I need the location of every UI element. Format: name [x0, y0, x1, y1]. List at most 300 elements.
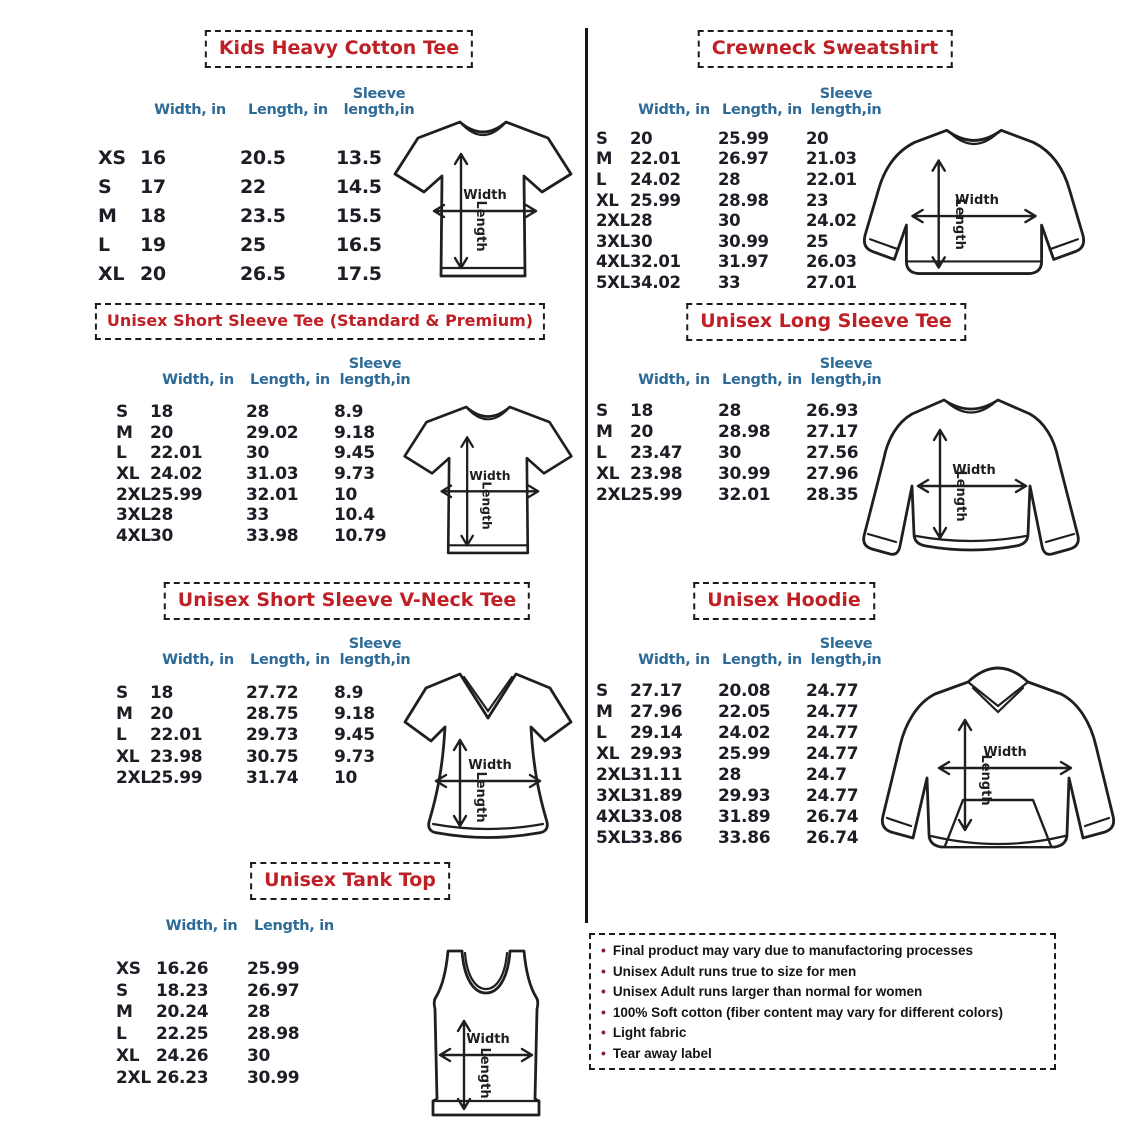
table-row [596, 743, 886, 764]
size-label: L [116, 725, 127, 746]
value-cell: 20.5 [240, 146, 286, 169]
value-cell: 28 [718, 764, 742, 785]
value-cell: 29.93 [630, 743, 683, 764]
table-row [596, 190, 886, 211]
value-cell: 28.98 [247, 1024, 300, 1045]
size-label: M [596, 421, 613, 442]
value-cell: 30.75 [246, 746, 299, 767]
width-label: Width [952, 463, 996, 478]
table-row [116, 725, 416, 746]
value-cell: 22.01 [630, 149, 681, 169]
table-row [596, 169, 886, 190]
column-header-sleeve-line1: Sleeve [352, 85, 406, 102]
table-body [98, 143, 422, 288]
table-row [596, 231, 886, 252]
table-row [596, 400, 886, 421]
section-title-unisex-vneck-tee: Unisex Short Sleeve V-Neck Tee [164, 582, 530, 620]
value-cell: 27.96 [806, 463, 859, 484]
column-header-sleeve-line1: Sleeve [819, 85, 873, 102]
note-text: Unisex Adult runs true to size for men [612, 963, 857, 979]
value-cell: 10 [334, 484, 358, 505]
table-header [596, 630, 886, 668]
column-header-sleeve [334, 356, 416, 388]
column-header-sleeve-line2: length,in [339, 651, 411, 668]
size-label: M [116, 704, 133, 725]
table-row [116, 1002, 341, 1024]
table-header [116, 350, 416, 388]
value-cell: 33 [718, 272, 741, 292]
value-cell: 26.5 [240, 262, 286, 285]
value-cell: 28 [150, 505, 174, 526]
value-cell: 24.77 [806, 743, 859, 764]
hoodie-illustration [872, 648, 1124, 866]
value-cell: 32.01 [246, 484, 299, 505]
note-text: Unisex Adult runs larger than normal for women [612, 984, 923, 1000]
value-cell: 27.17 [806, 421, 859, 442]
size-label: 4XL [596, 252, 630, 272]
size-label: 5XL [596, 827, 631, 848]
size-label: S [116, 402, 128, 423]
size-label: 2XL [596, 764, 631, 785]
size-table-kids-tee [98, 80, 422, 288]
value-cell: 27.96 [630, 701, 683, 722]
column-header-sleeve-line2: length,in [810, 101, 882, 118]
column-header-width: Width, in [638, 102, 710, 118]
table-row [596, 463, 886, 484]
value-cell: 25.99 [630, 190, 681, 210]
table-header [596, 350, 886, 388]
size-label: 2XL [116, 768, 151, 789]
column-divider [585, 28, 588, 923]
value-cell: 33.86 [718, 827, 771, 848]
size-table-vneck [116, 630, 416, 789]
value-cell: 23.98 [630, 463, 683, 484]
column-header-sleeve-line1: Sleeve [348, 355, 402, 372]
column-header-sleeve [806, 356, 886, 388]
column-header-sleeve-line2: length,in [339, 371, 411, 388]
table-row [98, 201, 422, 230]
length-label: Length [953, 470, 968, 522]
value-cell: 9.45 [334, 725, 375, 746]
value-cell: 18 [150, 682, 174, 703]
value-cell: 23.47 [630, 442, 683, 463]
note-item [601, 1045, 1044, 1061]
width-label: Width [463, 188, 507, 203]
table-row [596, 680, 886, 701]
table-header [116, 630, 416, 668]
value-cell: 13.5 [336, 146, 382, 169]
size-label: S [116, 980, 128, 1001]
table-body [116, 682, 416, 789]
size-label: S [596, 400, 608, 421]
value-cell: 24.77 [806, 680, 859, 701]
note-item [601, 1004, 1044, 1020]
value-cell: 31.03 [246, 464, 299, 485]
value-cell: 24.02 [806, 211, 857, 231]
value-cell: 10 [334, 768, 358, 789]
size-label: XL [596, 743, 620, 764]
size-label: M [596, 701, 613, 722]
table-row [116, 402, 416, 423]
value-cell: 28.35 [806, 484, 859, 505]
value-cell: 28.98 [718, 190, 769, 210]
table-row [98, 143, 422, 172]
value-cell: 33 [246, 505, 270, 526]
value-cell: 30.99 [718, 231, 769, 251]
table-row [116, 1045, 341, 1067]
value-cell: 25 [806, 231, 829, 251]
value-cell: 9.45 [334, 443, 375, 464]
value-cell: 24.77 [806, 701, 859, 722]
table-row [116, 443, 416, 464]
width-label: Width [983, 745, 1027, 760]
value-cell: 22.25 [156, 1024, 209, 1045]
value-cell: 18 [150, 402, 174, 423]
value-cell: 31.11 [630, 764, 683, 785]
table-row [596, 272, 886, 293]
length-label: Length [477, 1047, 492, 1099]
table-row [596, 764, 886, 785]
value-cell: 28 [718, 400, 742, 421]
size-label: XS [98, 146, 126, 169]
table-row [116, 1067, 341, 1089]
table-row [596, 484, 886, 505]
size-label: XL [116, 1046, 140, 1067]
table-row [116, 958, 341, 980]
value-cell: 10.79 [334, 525, 387, 546]
value-cell: 25.99 [630, 484, 683, 505]
size-label: L [116, 1024, 127, 1045]
value-cell: 17 [140, 175, 166, 198]
column-header-sleeve-line1: Sleeve [819, 355, 873, 372]
note-item [601, 983, 1044, 999]
value-cell: 28.75 [246, 704, 299, 725]
size-table-short-sleeve [116, 350, 416, 546]
value-cell: 26.93 [806, 400, 859, 421]
value-cell: 24.77 [806, 785, 859, 806]
value-cell: 27.17 [630, 680, 683, 701]
value-cell: 28 [718, 169, 741, 189]
value-cell: 25.99 [718, 128, 769, 148]
table-row [98, 172, 422, 201]
value-cell: 30.99 [718, 463, 771, 484]
table-row [596, 128, 886, 149]
size-label: XL [98, 262, 125, 285]
value-cell: 16 [140, 146, 166, 169]
value-cell: 23 [806, 190, 829, 210]
section-title-unisex-hoodie: Unisex Hoodie [693, 582, 875, 620]
value-cell: 26.97 [247, 980, 300, 1001]
value-cell: 19 [140, 233, 166, 256]
section-title-unisex-short-sleeve-tee: Unisex Short Sleeve Tee (Standard & Premium) [95, 303, 545, 340]
long-sleeve-tee-illustration [855, 386, 1087, 574]
column-header-sleeve-line1: Sleeve [348, 635, 402, 652]
value-cell: 26.97 [718, 149, 769, 169]
value-cell: 20 [630, 421, 654, 442]
value-cell: 29.73 [246, 725, 299, 746]
value-cell: 24.02 [630, 169, 681, 189]
length-label: Length [473, 200, 488, 252]
value-cell: 17.5 [336, 262, 382, 285]
value-cell: 26.03 [806, 252, 857, 272]
value-cell: 28.98 [718, 421, 771, 442]
value-cell: 8.9 [334, 402, 364, 423]
table-row [98, 259, 422, 288]
width-label: Width [955, 192, 999, 208]
table-body [116, 402, 416, 546]
table-row [596, 442, 886, 463]
bullet-icon: • [601, 1003, 606, 1020]
value-cell: 29.14 [630, 722, 683, 743]
value-cell: 30 [718, 442, 742, 463]
value-cell: 23.5 [240, 204, 286, 227]
length-label: Length [479, 481, 494, 530]
table-header [98, 80, 422, 118]
value-cell: 21.03 [806, 149, 857, 169]
table-row [116, 1023, 341, 1045]
section-title-crewneck-sweatshirt: Crewneck Sweatshirt [698, 30, 953, 68]
width-label: Width [469, 468, 511, 483]
table-row [116, 703, 416, 724]
value-cell: 27.01 [806, 272, 857, 292]
table-body [596, 680, 886, 848]
value-cell: 23.98 [150, 746, 203, 767]
value-cell: 20 [630, 128, 653, 148]
table-row [596, 785, 886, 806]
value-cell: 29.93 [718, 785, 771, 806]
note-text: 100% Soft cotton (fiber content may vary for different colors) [612, 1004, 1003, 1020]
table-row [116, 526, 416, 547]
table-header [596, 80, 886, 118]
note-text: Light fabric [612, 1025, 687, 1041]
size-label: S [116, 682, 128, 703]
value-cell: 30 [630, 231, 653, 251]
size-table-long-sleeve [596, 350, 886, 505]
value-cell: 25.99 [718, 743, 771, 764]
size-label: S [98, 175, 112, 198]
size-label: 3XL [596, 231, 630, 251]
size-label: XL [116, 464, 140, 485]
table-row [596, 252, 886, 273]
tee-illustration [398, 393, 578, 565]
value-cell: 9.18 [334, 704, 375, 725]
value-cell: 20.08 [718, 680, 771, 701]
value-cell: 24.7 [806, 764, 847, 785]
width-label: Width [468, 758, 512, 773]
vneck-tee-illustration [398, 664, 578, 846]
value-cell: 33.86 [630, 827, 683, 848]
value-cell: 30 [247, 1046, 271, 1067]
size-table-tank-top [116, 908, 341, 1089]
value-cell: 22.01 [806, 169, 857, 189]
value-cell: 18.23 [156, 980, 209, 1001]
value-cell: 31.74 [246, 768, 299, 789]
table-row [596, 701, 886, 722]
value-cell: 31.89 [718, 806, 771, 827]
product-notes-box [589, 933, 1056, 1070]
value-cell: 22.01 [150, 725, 203, 746]
bullet-icon: • [601, 942, 606, 958]
value-cell: 33.08 [630, 806, 683, 827]
size-label: XL [596, 463, 620, 484]
value-cell: 15.5 [336, 204, 382, 227]
value-cell: 9.73 [334, 464, 375, 485]
column-header-width: Width, in [638, 652, 710, 668]
value-cell: 30 [150, 525, 174, 546]
table-row [116, 768, 416, 789]
value-cell: 20.24 [156, 1002, 209, 1023]
value-cell: 25.99 [150, 484, 203, 505]
value-cell: 22.05 [718, 701, 771, 722]
value-cell: 24.02 [150, 464, 203, 485]
note-item [601, 942, 1044, 958]
note-item [601, 963, 1044, 979]
size-label: M [116, 422, 133, 443]
bullet-icon: • [601, 1024, 606, 1041]
table-body [596, 400, 886, 505]
table-row [596, 149, 886, 170]
size-table-hoodie [596, 630, 886, 848]
table-body [596, 128, 886, 293]
value-cell: 26.23 [156, 1067, 209, 1088]
size-label: 4XL [116, 525, 151, 546]
value-cell: 28 [630, 211, 653, 231]
length-label: Length [978, 754, 993, 806]
tee-illustration [388, 108, 578, 288]
size-label: L [596, 722, 607, 743]
size-label: 5XL [596, 272, 630, 292]
value-cell: 16.5 [336, 233, 382, 256]
column-header-width: Width, in [162, 372, 234, 388]
value-cell: 33.98 [246, 525, 299, 546]
bullet-icon: • [601, 983, 606, 1000]
size-table-crewneck [596, 80, 886, 293]
column-header-length: Length, in [722, 652, 802, 668]
column-header-width: Width, in [165, 918, 238, 934]
column-header-sleeve-line2: length,in [810, 651, 882, 668]
column-header-sleeve-line1: Sleeve [819, 635, 873, 652]
size-label: XL [596, 190, 619, 210]
column-header-length: Length, in [722, 102, 802, 118]
column-header-length: Length, in [250, 372, 330, 388]
column-header-length: Length, in [722, 372, 802, 388]
size-label: XL [116, 746, 140, 767]
value-cell: 22.01 [150, 443, 203, 464]
value-cell: 18 [630, 400, 654, 421]
value-cell: 10.4 [334, 505, 375, 526]
bullet-icon: • [601, 962, 606, 979]
column-header-length: Length, in [254, 918, 334, 934]
value-cell: 32.01 [630, 252, 681, 272]
value-cell: 8.9 [334, 682, 364, 703]
value-cell: 31.97 [718, 252, 769, 272]
size-label: 2XL [596, 484, 631, 505]
tank-top-illustration [418, 943, 554, 1125]
table-row [596, 827, 886, 848]
length-label: Length [473, 771, 488, 823]
size-label: 3XL [596, 785, 631, 806]
value-cell: 24.77 [806, 722, 859, 743]
value-cell: 9.18 [334, 422, 375, 443]
table-row [116, 423, 416, 444]
table-row [596, 421, 886, 442]
size-label: 2XL [116, 484, 151, 505]
table-row [116, 746, 416, 767]
bullet-icon: • [601, 1044, 606, 1061]
column-header-sleeve [806, 86, 886, 118]
value-cell: 27.56 [806, 442, 859, 463]
value-cell: 9.73 [334, 746, 375, 767]
size-label: 4XL [596, 806, 631, 827]
value-cell: 18 [140, 204, 166, 227]
size-label: 2XL [116, 1067, 151, 1088]
value-cell: 28 [247, 1002, 271, 1023]
value-cell: 20 [150, 422, 174, 443]
crewneck-illustration [858, 118, 1090, 300]
value-cell: 28 [246, 402, 270, 423]
size-label: XS [116, 958, 141, 979]
table-header [116, 908, 341, 934]
table-row [116, 484, 416, 505]
size-label: 3XL [116, 505, 151, 526]
value-cell: 30 [718, 211, 741, 231]
size-label: S [596, 128, 608, 148]
value-cell: 29.02 [246, 422, 299, 443]
size-label: M [98, 204, 117, 227]
note-text: Final product may vary due to manufactoring processes [612, 943, 973, 958]
note-text: Tear away label [612, 1045, 712, 1061]
table-row [596, 722, 886, 743]
size-label: M [116, 1002, 133, 1023]
value-cell: 34.02 [630, 272, 681, 292]
value-cell: 30 [246, 443, 270, 464]
value-cell: 25.99 [247, 958, 300, 979]
table-row [116, 980, 341, 1002]
length-label: Length [951, 198, 967, 250]
value-cell: 24.02 [718, 722, 771, 743]
value-cell: 25.99 [150, 768, 203, 789]
section-title-unisex-tank-top: Unisex Tank Top [250, 862, 450, 900]
column-header-width: Width, in [162, 652, 234, 668]
value-cell: 26.74 [806, 806, 859, 827]
size-label: S [596, 680, 608, 701]
value-cell: 26.74 [806, 827, 859, 848]
value-cell: 30.99 [247, 1067, 300, 1088]
column-header-length: Length, in [250, 652, 330, 668]
value-cell: 31.89 [630, 785, 683, 806]
table-row [596, 806, 886, 827]
value-cell: 25 [240, 233, 266, 256]
table-body [116, 958, 341, 1089]
size-label: M [596, 149, 613, 169]
width-label: Width [466, 1032, 510, 1047]
column-header-length: Length, in [248, 102, 328, 118]
section-title-unisex-long-sleeve-tee: Unisex Long Sleeve Tee [686, 303, 966, 341]
column-header-width: Width, in [154, 102, 226, 118]
value-cell: 20 [806, 128, 829, 148]
section-title-kids-heavy-cotton-tee: Kids Heavy Cotton Tee [205, 30, 473, 68]
value-cell: 20 [140, 262, 166, 285]
value-cell: 32.01 [718, 484, 771, 505]
table-row [116, 682, 416, 703]
note-item [601, 1024, 1044, 1040]
value-cell: 24.26 [156, 1046, 209, 1067]
column-header-sleeve-line2: length,in [810, 371, 882, 388]
value-cell: 20 [150, 704, 174, 725]
table-row [596, 210, 886, 231]
size-label: L [596, 169, 607, 189]
column-header-width: Width, in [638, 372, 710, 388]
